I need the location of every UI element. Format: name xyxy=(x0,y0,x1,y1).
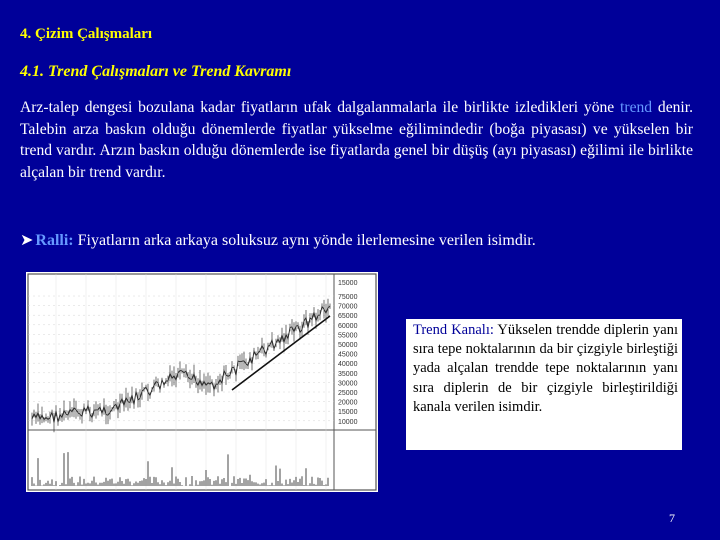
axis-label: 60000 xyxy=(338,322,358,330)
ralli-definition: Fiyatların arka arkaya soluksuz aynı yönde ilerlemesine verilen isimdir. xyxy=(73,232,536,249)
axis-label: 15000 xyxy=(338,409,358,417)
paragraph-text-end: denir. Talebin arza baskın olduğu dönemlerde fiyatlar yükselme eğilimindedir (boğa piyasası) ve yükselen bir trend vardır. Arzın baskın olduğu dönemlerde ise fiyatlarda genel bir düşüş (ayı piyasası) eğilimi ile birlikte alçalan bir trend vardır. xyxy=(20,99,693,181)
axis-label: 25000 xyxy=(338,390,358,397)
axis-label: 20000 xyxy=(338,399,358,407)
trend-channel-box xyxy=(406,319,682,450)
page-number: 7 xyxy=(669,511,675,525)
axis-label: 50000 xyxy=(338,342,358,349)
axis-label: 75000 xyxy=(338,294,358,301)
ralli-bullet xyxy=(20,231,700,251)
arrow-bullet-icon: ➤ xyxy=(20,232,34,249)
price-chart-svg xyxy=(26,272,378,492)
axis-label: 40000 xyxy=(338,361,358,369)
axis-label: 15000 xyxy=(338,280,358,287)
axis-label: 10000 xyxy=(338,418,358,426)
axis-label: 55000 xyxy=(338,332,358,340)
sub-title: 4.1. Trend Çalışmaları ve Trend Kavramı xyxy=(20,63,292,80)
section-title: 4. Çizim Çalışmaları xyxy=(20,26,153,42)
paragraph-text-start: Arz-talep dengesi bozulana kadar fiyatların ufak dalgalanmalarla ile birlikte izledikleri yöne xyxy=(20,99,621,116)
body-paragraph xyxy=(20,97,693,183)
trend-keyword: trend xyxy=(620,99,653,116)
trend-channel-definition: Yükselen trendde diplerin yanı sıra tepe noktalarının da bir çizgiyle birleştiği yada alçalan trendde tepe noktalarının yanı sıra diplerin de bir çizgiyle birleştirildiği kanala verilen isimdir. xyxy=(413,322,678,415)
axis-label: 30000 xyxy=(338,380,358,388)
ralli-term: Ralli: xyxy=(35,232,74,249)
axis-label: 65000 xyxy=(338,313,358,321)
axis-label: 45000 xyxy=(338,351,358,359)
axis-label: 70000 xyxy=(338,303,358,311)
axis-label: 35000 xyxy=(338,370,358,378)
trend-channel-term: Trend Kanalı: xyxy=(413,322,494,338)
price-chart-image xyxy=(26,272,378,492)
